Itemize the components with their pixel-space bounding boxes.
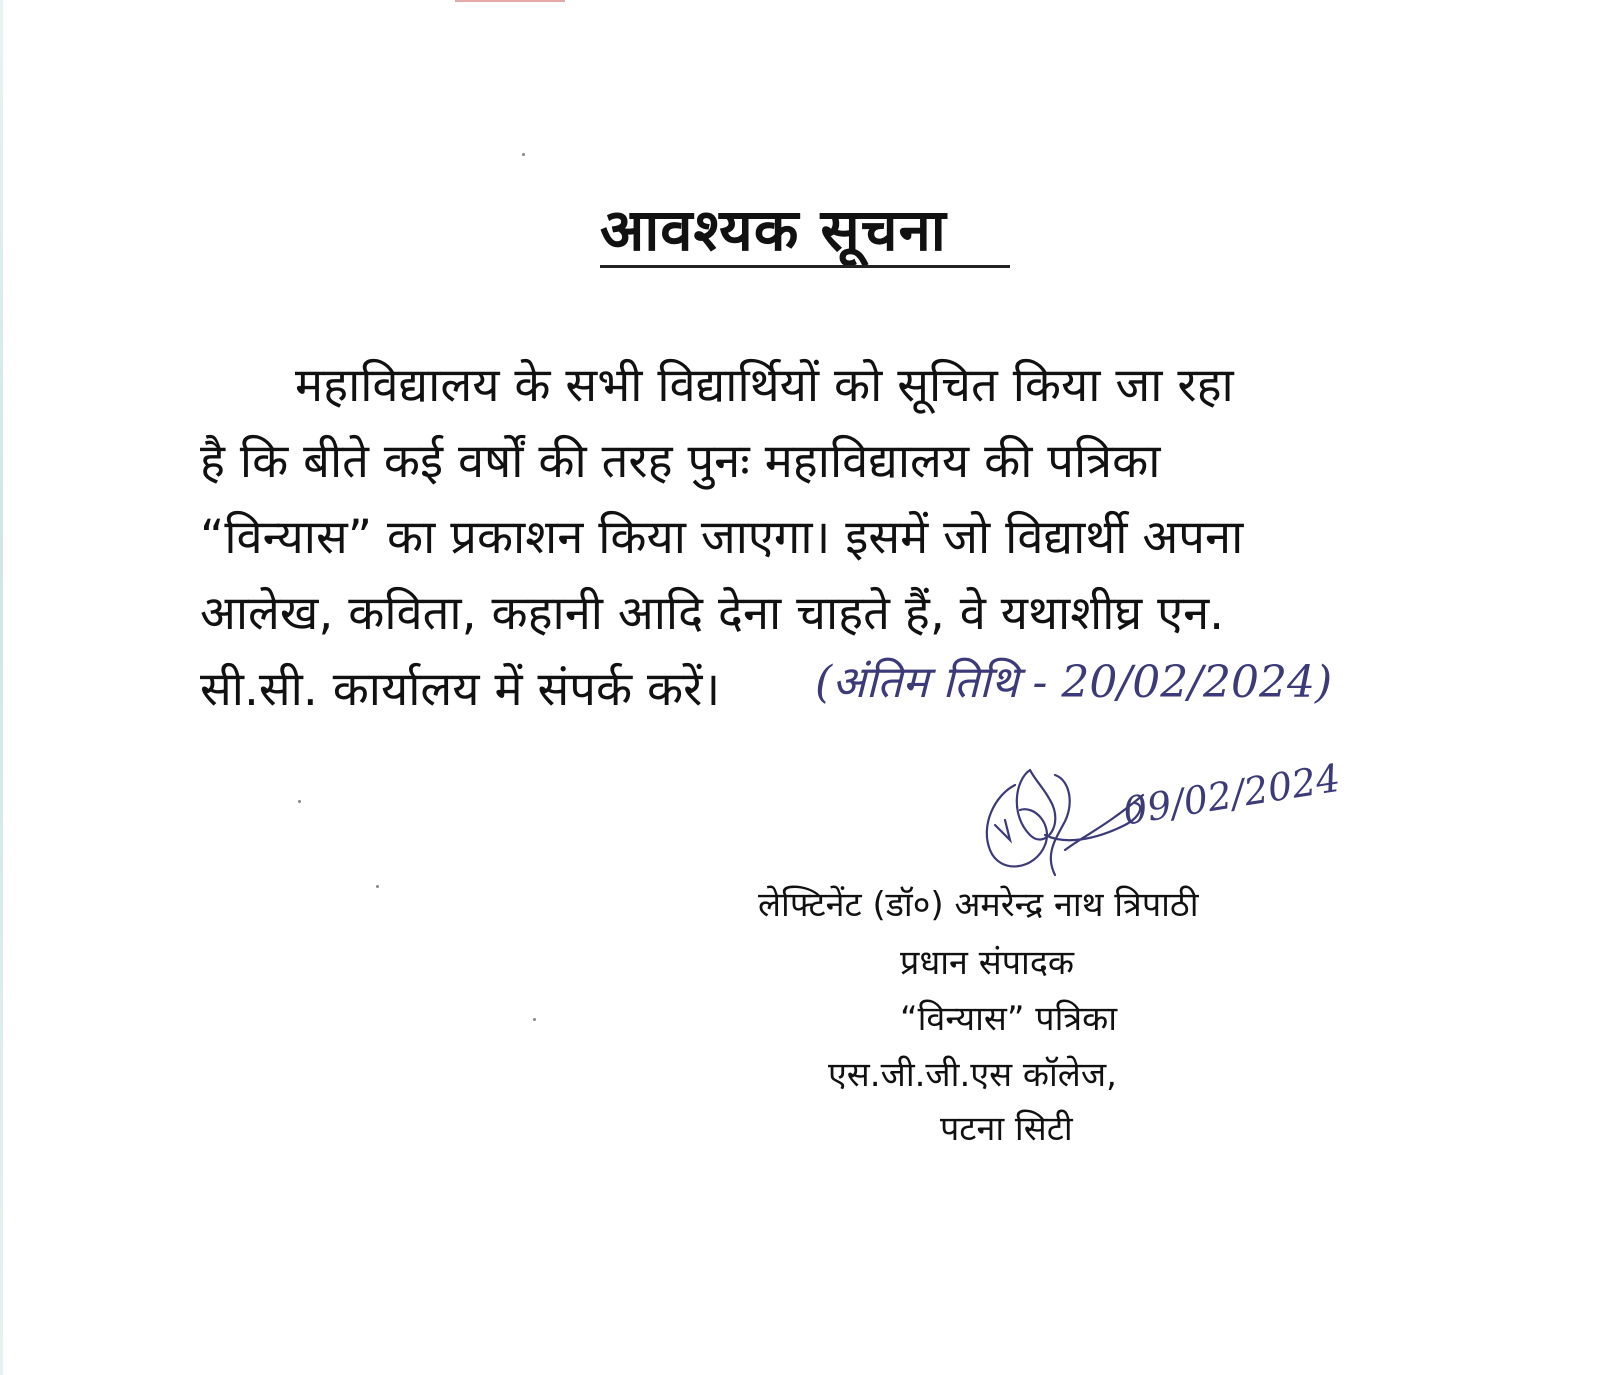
notice-title: आवश्यक सूचना [600, 196, 947, 264]
notice-body-line-4: आलेख, कविता, कहानी आदि देना चाहते हैं, वे यथाशीघ्र एन. [200, 586, 1225, 641]
college-name: एस.जी.जी.एस कॉलेज, [828, 1055, 1117, 1095]
handwritten-deadline: (अंतिम तिथि - 20/02/2024) [815, 657, 1333, 708]
magazine-name: “विन्यास” पत्रिका [900, 999, 1118, 1039]
scan-speck [298, 800, 301, 803]
notice-body-line-2: है कि बीते कई वर्षों की तरह पुनः महाविद्यालय की पत्रिका [200, 434, 1161, 489]
notice-body-line-3: “विन्यास” का प्रकाशन किया जाएगा। इसमें जो विद्यार्थी अपना [200, 510, 1244, 565]
city-name: पटना सिटी [940, 1109, 1073, 1149]
scan-mark [455, 0, 565, 2]
title-underline [600, 265, 1010, 268]
signatory-name: लेफ्टिनेंट (डॉ०) अमरेन्द्र नाथ त्रिपाठी [758, 885, 1199, 925]
signatory-designation: प्रधान संपादक [900, 943, 1075, 983]
signed-date: 09/02/2024 [1120, 755, 1344, 834]
scan-speck [522, 153, 525, 156]
scan-edge [0, 0, 3, 1375]
scan-speck [376, 885, 379, 888]
notice-body-line-5: सी.सी. कार्यालय में संपर्क करें। [200, 662, 721, 717]
notice-body-line-1: महाविद्यालय के सभी विद्यार्थियों को सूचित किया जा रहा [295, 358, 1234, 413]
scan-speck [533, 1018, 536, 1021]
